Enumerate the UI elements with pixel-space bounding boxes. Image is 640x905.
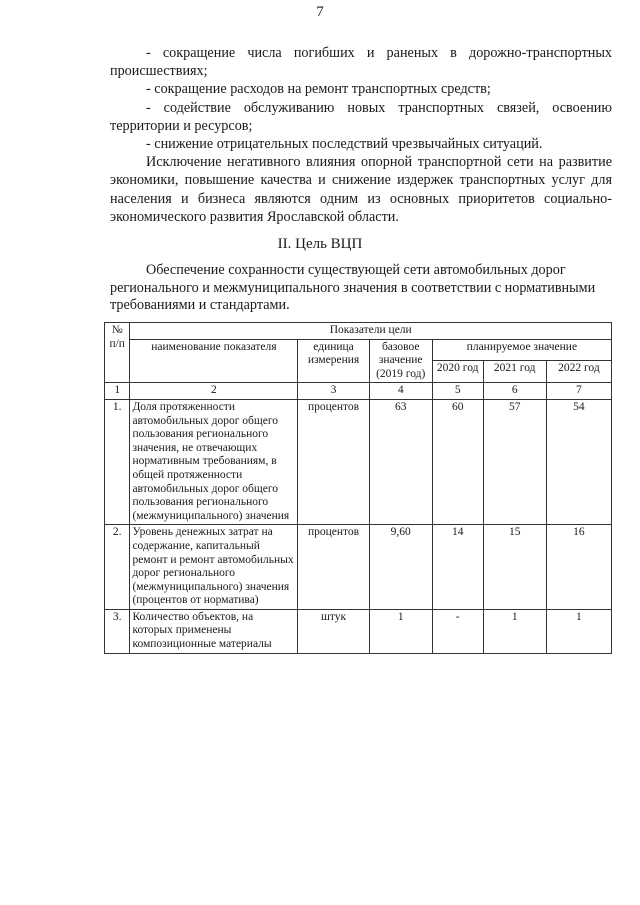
- column-numbers-row: [105, 383, 612, 400]
- row-num: 3.: [105, 609, 130, 653]
- row-num: 2.: [105, 525, 130, 610]
- header-base: базовое значение (2019 год): [369, 339, 432, 383]
- row-base: 9,60: [369, 525, 432, 610]
- header-2022: 2022 год: [546, 361, 611, 383]
- goals-table: [104, 322, 612, 654]
- table-row: [105, 399, 612, 524]
- table-row: [105, 609, 612, 653]
- row-name: Доля протяженности автомобильных дорог общего пользования регионального значения, не отвечающих нормативным требованиям, в общей протяженности автомобильных дорог общего пользования регионального (межмуниципального) значения: [130, 399, 298, 524]
- row-base: 1: [369, 609, 432, 653]
- intro-paragraph: [110, 262, 600, 315]
- row-unit: процентов: [298, 399, 369, 524]
- bullet-item: - содействие обслуживанию новых транспортных связей, освоению территории и ресурсов;: [110, 99, 612, 134]
- col-number: 7: [546, 383, 611, 400]
- row-2021: 15: [483, 525, 546, 610]
- body-text: [110, 44, 612, 226]
- header-2021: 2021 год: [483, 361, 546, 383]
- col-number: 4: [369, 383, 432, 400]
- header-num: № п/п: [105, 323, 130, 383]
- row-2022: 54: [546, 399, 611, 524]
- bullet-item: - снижение отрицательных последствий чрезвычайных ситуаций.: [146, 136, 543, 153]
- row-2022: 16: [546, 525, 611, 610]
- table-header-row: [105, 339, 612, 361]
- priority-paragraph: Исключение негативного влияния опорной транспортной сети на развитие экономики, повышение качества и снижение издержек транспортных услуг для населения и бизнеса являются одним из основных приоритетов социально-экономического развития Ярославской области.: [110, 154, 612, 225]
- header-2020: 2020 год: [432, 361, 483, 383]
- row-2021: 57: [483, 399, 546, 524]
- row-unit: штук: [298, 609, 369, 653]
- col-number: 6: [483, 383, 546, 400]
- header-group: Показатели цели: [130, 323, 612, 340]
- col-number: 3: [298, 383, 369, 400]
- col-number: 1: [105, 383, 130, 400]
- col-number: 5: [432, 383, 483, 400]
- page-number: 7: [316, 4, 324, 20]
- row-num: 1.: [105, 399, 130, 524]
- header-unit: единица измерения: [298, 339, 369, 383]
- row-2022: 1: [546, 609, 611, 653]
- section-heading: II. Цель ВЦП: [277, 236, 363, 252]
- header-planned: планируемое значение: [432, 339, 611, 361]
- row-base: 63: [369, 399, 432, 524]
- row-name: Количество объектов, на которых применены композиционные материалы: [130, 609, 298, 653]
- row-2020: 14: [432, 525, 483, 610]
- bullet-item: - сокращение числа погибших и раненых в дорожно-транспортных происшествиях;: [110, 45, 612, 80]
- row-2020: 60: [432, 399, 483, 524]
- row-unit: процентов: [298, 525, 369, 610]
- row-2021: 1: [483, 609, 546, 653]
- intro-text: Обеспечение сохранности существующей сети автомобильных дорог регионального и межмуниципального значения в соответствии с нормативными требованиями и стандартами.: [110, 262, 596, 313]
- bullet-item: - сокращение расходов на ремонт транспортных средств;: [146, 81, 491, 98]
- row-2020: -: [432, 609, 483, 653]
- header-name: наименование показателя: [130, 339, 298, 383]
- row-name: Уровень денежных затрат на содержание, капитальный ремонт и ремонт автомобильных дорог регионального (межмуниципального) значения (процентов от норматива): [130, 525, 298, 610]
- table-row: [105, 525, 612, 610]
- col-number: 2: [130, 383, 298, 400]
- table-header-row: [105, 323, 612, 340]
